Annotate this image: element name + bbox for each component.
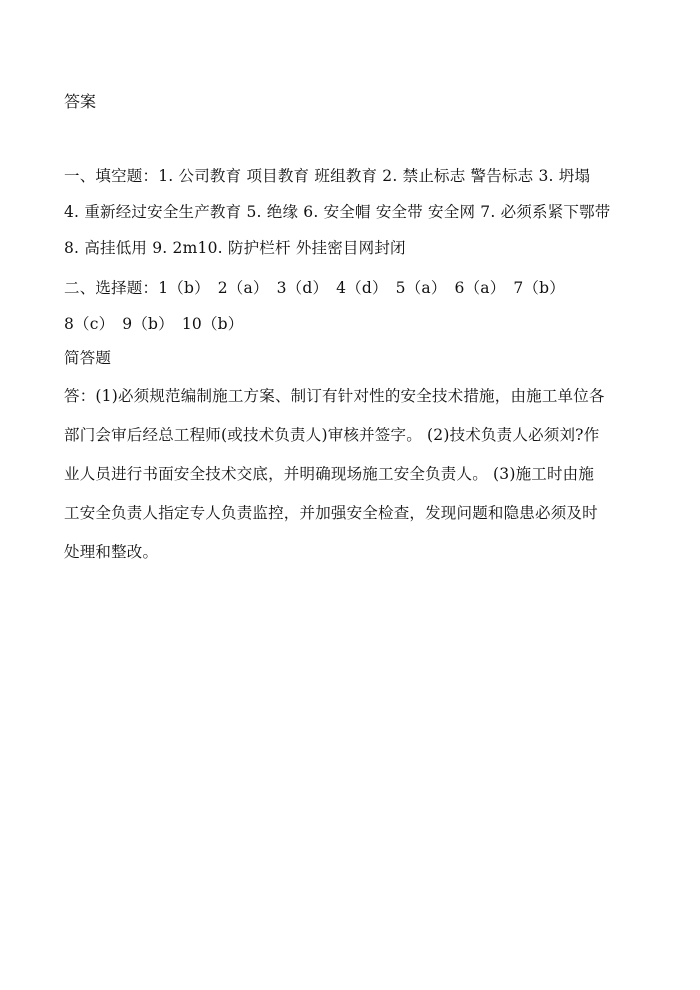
fill-in-line: 4. 重新经过安全生产教育 5. 绝缘 6. 安全帽 安全带 安全网 7. 必须系紧下鄂带 (64, 203, 611, 221)
fill-in-line: 8. 高挂低用 9. 2m10. 防护栏杆 外挂密目网封闭 (64, 239, 406, 257)
answer-line: 业人员进行书面安全技术交底，并明确现场施工安全负责人。 (3)施工时由施 (64, 465, 595, 483)
short-answer-heading: 简答题 (64, 349, 112, 367)
multiple-choice-section (64, 276, 644, 336)
answer-line: 处理和整改。 (64, 543, 159, 561)
short-answer-heading-block (64, 346, 644, 370)
choice-line: 二、选择题：1（b） 2（a） 3（d） 4（d） 5（a） 6（a） 7（b） (64, 279, 565, 297)
fill-in-line: 一、填空题：1. 公司教育 项目教育 班组教育 2. 禁止标志 警告标志 3. 坍塌 (64, 167, 591, 185)
fill-in-section (64, 164, 644, 260)
choice-line: 8（c） 9（b） 10（b） (64, 315, 244, 333)
answer-line: 答：(1)必须规范编制施工方案、制订有针对性的安全技术措施，由施工单位各 (64, 387, 605, 405)
answer-line: 部门会审后经总工程师(或技术负责人)审核并签字。 (2)技术负责人必须刘?作 (64, 426, 600, 444)
answer-line: 工安全负责人指定专人负责监控，并加强安全检查，发现问题和隐患必须及时 (64, 504, 598, 522)
short-answer-section (64, 384, 644, 564)
document-title: 答案 (64, 92, 97, 111)
